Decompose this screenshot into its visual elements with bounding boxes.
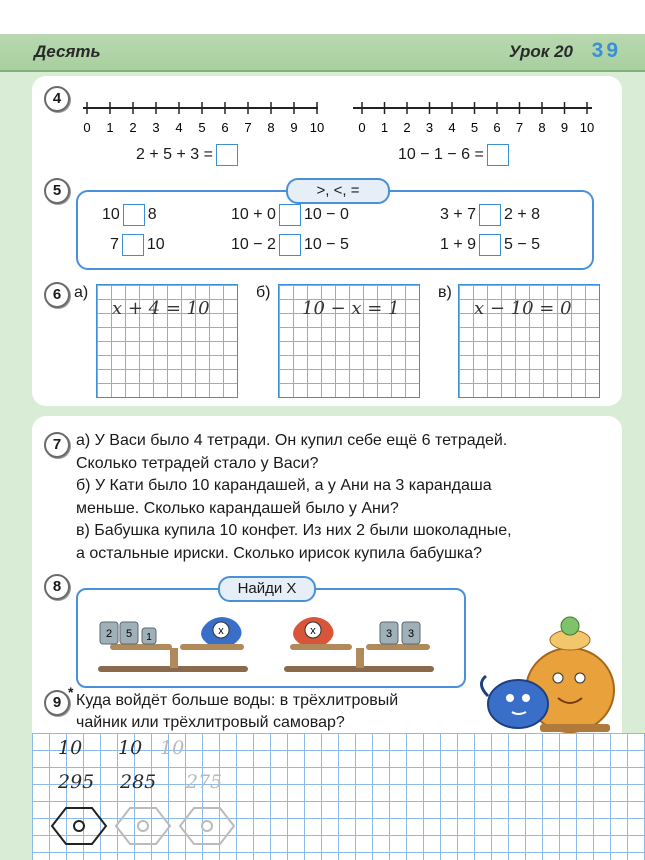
- lesson-title: Урок 20: [508, 42, 573, 61]
- tick-label: 7: [515, 120, 524, 135]
- weight-label: 2: [105, 628, 113, 640]
- weight-label: 3: [385, 628, 393, 640]
- hexagon-pattern: [40, 802, 240, 850]
- tick-label: 5: [198, 120, 206, 135]
- page-header: [0, 34, 645, 72]
- tick-label: 3: [152, 120, 160, 135]
- tick-label: 2: [403, 120, 411, 135]
- number-line-right: [348, 96, 608, 136]
- x-label: x: [218, 625, 224, 637]
- task-4-expression-right: 10 − 1 − 6 =: [398, 144, 512, 166]
- scale-left: [86, 604, 262, 680]
- task-7-text: а) У Васи было 4 тетради. Он купил себе ещё 6 тетрадей. Сколько тетрадей стало у Васи? б) У Кати было 10 карандашей, а у Ани на 3 карандаша меньше. Сколько карандашей было у Ани? в) Бабушка купила 10 конфет. Из них 2 были шоколадные, а остальные ириски. Сколько ирисок купила бабушка?: [76, 432, 512, 562]
- compare-item: 10 8: [102, 204, 157, 226]
- task-9-star: *: [68, 684, 74, 700]
- samovar-illustration: [478, 612, 622, 736]
- section-title: Десять: [34, 42, 101, 61]
- task-6-label-b: б): [256, 284, 271, 301]
- tick-label: 8: [538, 120, 546, 135]
- tick-label: 9: [560, 120, 569, 135]
- task-8-number: 8: [44, 574, 70, 600]
- task-9-number: 9: [44, 690, 70, 716]
- x-label: x: [310, 625, 316, 637]
- task-4-number: 4: [44, 86, 70, 112]
- compare-item: 1 + 9 5 − 5: [440, 234, 540, 256]
- tick-label: 6: [221, 120, 229, 135]
- equation-a: x + 4 = 10: [112, 298, 210, 319]
- compare-item: 7 10: [110, 234, 165, 256]
- weight-label: 5: [125, 628, 133, 640]
- sign-box[interactable]: [279, 234, 301, 256]
- task-6-label-c: в): [438, 284, 452, 301]
- weight-label: 3: [407, 628, 415, 640]
- tick-label: 0: [358, 120, 366, 135]
- sign-box[interactable]: [479, 234, 501, 256]
- copy-row2-item-faded: 275: [186, 771, 223, 793]
- tick-label: 8: [267, 120, 275, 135]
- copy-row1-item: 10: [118, 737, 143, 759]
- tick-label: 10: [579, 120, 595, 135]
- find-x-pill: Найди X: [218, 576, 316, 602]
- tick-label: 7: [244, 120, 252, 135]
- sign-box[interactable]: [122, 234, 144, 256]
- answer-box[interactable]: [487, 144, 509, 166]
- tick-label: 1: [106, 120, 114, 135]
- signs-pill: >, <, =: [286, 178, 390, 204]
- tick-label: 9: [290, 120, 298, 135]
- compare-item: 10 + 0 10 − 0: [231, 204, 349, 226]
- task-5-number: 5: [44, 178, 70, 204]
- task-4-expression-left: 2 + 5 + 3 =: [136, 144, 241, 166]
- number-line-left: [78, 96, 328, 136]
- tick-label: 1: [380, 120, 389, 135]
- tick-label: 5: [470, 120, 479, 135]
- copy-row1-item: 10: [58, 737, 83, 759]
- equation-b: 10 − x = 1: [302, 298, 400, 319]
- copy-row1-item-faded: 10: [160, 737, 185, 759]
- compare-item: 10 − 2 10 − 5: [231, 234, 349, 256]
- copy-row2-item: 295: [58, 771, 95, 793]
- equation-c: x − 10 = 0: [474, 298, 572, 319]
- scale-right: [272, 604, 448, 680]
- copy-row2-item: 285: [120, 771, 157, 793]
- tick-label: 6: [493, 120, 501, 135]
- answer-box[interactable]: [216, 144, 238, 166]
- task-9-text: Куда войдёт больше воды: в трёхлитровый чайник или трёхлитровый самовар?: [76, 692, 399, 731]
- tick-label: 10: [309, 120, 325, 135]
- weight-label: 1: [146, 632, 152, 643]
- compare-item: 3 + 7 2 + 8: [440, 204, 540, 226]
- tick-label: 3: [425, 120, 434, 135]
- tick-label: 4: [448, 120, 456, 135]
- task-7-number: 7: [44, 432, 70, 458]
- page-number: 39: [591, 39, 621, 62]
- tick-label: 4: [175, 120, 183, 135]
- tick-label: 0: [83, 120, 91, 135]
- sign-box[interactable]: [123, 204, 145, 226]
- sign-box[interactable]: [479, 204, 501, 226]
- top-margin: [0, 0, 645, 34]
- sign-box[interactable]: [279, 204, 301, 226]
- task-6-label-a: а): [74, 284, 89, 301]
- task-6-number: 6: [44, 282, 70, 308]
- tick-label: 2: [129, 120, 137, 135]
